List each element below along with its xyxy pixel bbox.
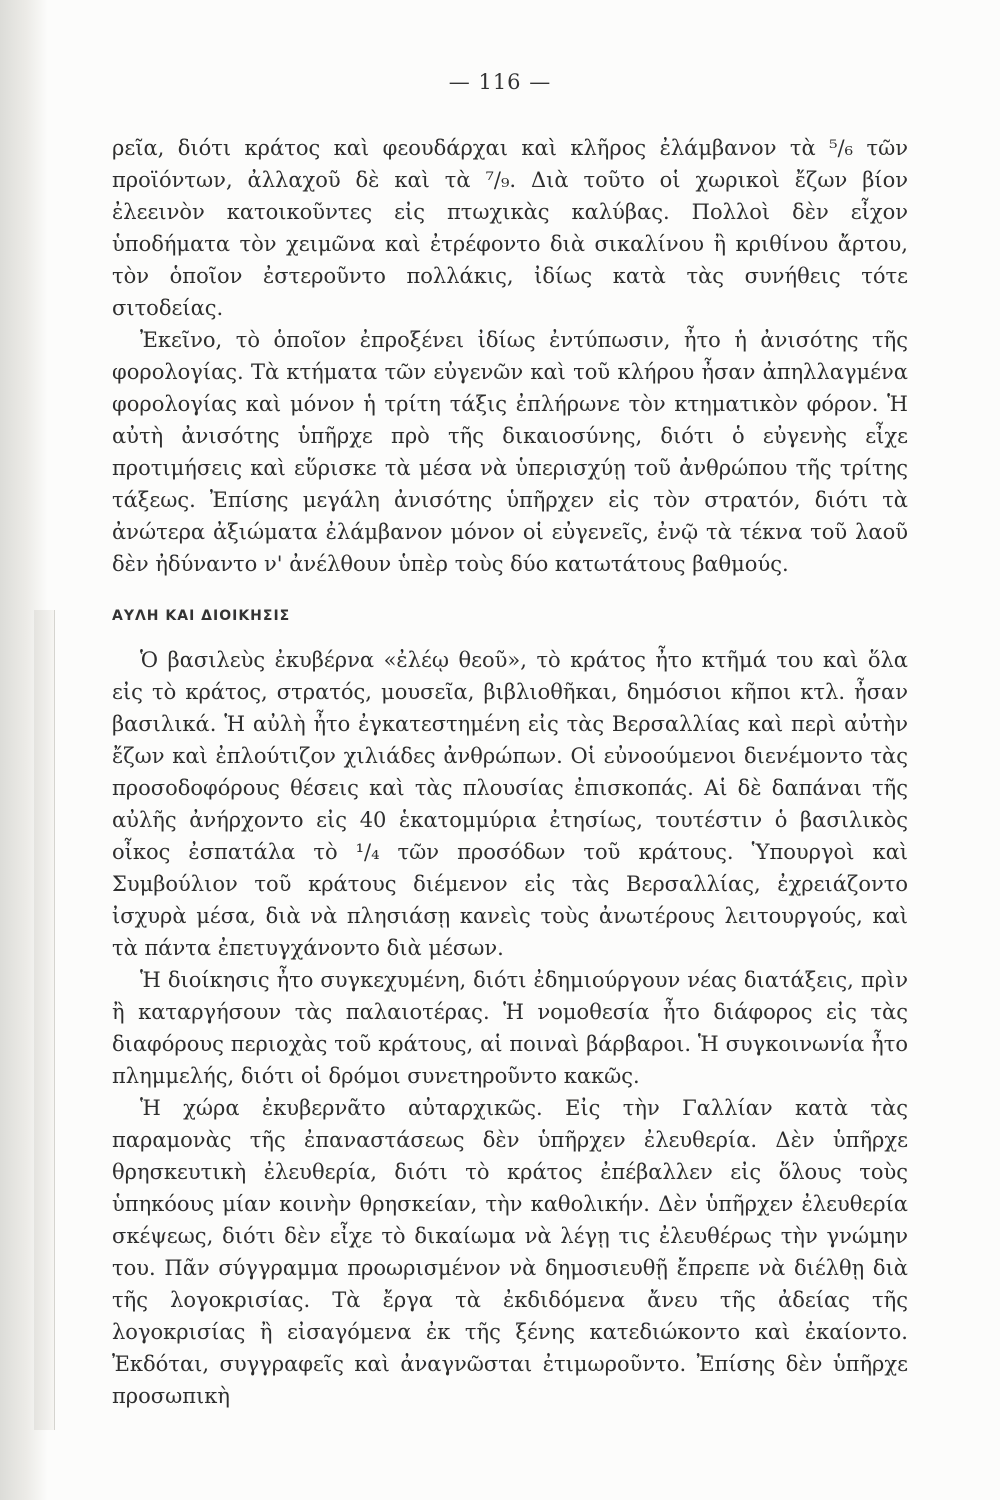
paragraph: ρεῖα, διότι κράτος καὶ φεουδάρχαι καὶ κλῆρος ἐλάμβανον τὰ ⁵/₆ τῶν προϊόντων, ἀλλαχοῦ δὲ καὶ τὰ ⁷/₉. Διὰ τοῦτο οἱ χωρικοὶ ἔζων βίον ἐλεεινὸν κατοικοῦντες εἰς πτωχικὰς καλύβας. Πολλοὶ δὲν εἶχον ὑποδήματα τὸν χειμῶνα καὶ ἐτρέφοντο διὰ σικαλίνου ἢ κριθίνου ἄρτου, τὸν ὁποῖον ἐστεροῦντο πολλάκις, ἰδίως κατὰ τὰς συνήθεις τότε σιτοδείας.	[112, 136, 908, 320]
torn-page-edge	[0, 0, 48, 1500]
paragraph: Ἐκεῖνο, τὸ ὁποῖον ἐπροξένει ἰδίως ἐντύπωσιν, ἦτο ἡ ἀνισότης τῆς φορολογίας. Τὰ κτήματα τῶν εὐγενῶν καὶ τοῦ κλήρου ἦσαν ἀπηλλαγμένα φορολογίας καὶ μόνον ἡ τρίτη τάξις ἐπλήρωνε τὸν κτηματικὸν φόρον. Ἡ αὐτὴ ἀνισότης ὑπῆρχε πρὸ τῆς δικαιοσύνης, διότι ὁ εὐγενὴς εἶχε προτιμήσεις καὶ εὕρισκε τὰ μέσα νὰ ὑπερισχύῃ τοῦ ἀνθρώπου τῆς τρίτης τάξεως. Ἐπίσης μεγάλη ἀνισότης ὑπῆρχεν εἰς τὸν στρατόν, διότι τὰ ἀνώτερα ἀξιώματα ἐλάμβανον μόνον οἱ εὐγενεῖς, ἐνῷ τὰ τέκνα τοῦ λαοῦ δὲν ἠδύναντο ν' ἀνέλθουν ὑπὲρ τοὺς δύο κατωτάτους βαθμούς.	[112, 328, 908, 576]
page-number: — 116 —	[448, 70, 552, 94]
body-text	[112, 132, 908, 1412]
section-heading: ΑΥΛΗ ΚΑΙ ΔΙΟΙΚΗΣΙΣ	[112, 608, 291, 624]
paragraph: Ἡ διοίκησις ἦτο συγκεχυμένη, διότι ἐδημιούργουν νέας διατάξεις, πρὶν ἢ καταργήσουν τὰς παλαιοτέρας. Ἡ νομοθεσία ἦτο διάφορος εἰς τὰς διαφόρους περιοχὰς τοῦ κράτους, αἱ ποιναὶ βάρβαροι. Ἡ συγκοινωνία ἦτο πλημμελής, διότι οἱ δρόμοι συνετηροῦντο κακῶς.	[112, 968, 908, 1088]
paragraph: Ὁ βασιλεὺς ἐκυβέρνα «ἐλέῳ θεοῦ», τὸ κράτος ἦτο κτῆμά του καὶ ὅλα εἰς τὸ κράτος, στρατός, μουσεῖα, βιβλιοθῆκαι, δημόσιοι κῆποι κτλ. ἦσαν βασιλικά. Ἡ αὐλὴ ἦτο ἐγκατεστημένη εἰς τὰς Βερσαλλίας καὶ περὶ αὐτὴν ἔζων καὶ ἐπλούτιζον χιλιάδες ἀνθρώπων. Οἱ εὐνοούμενοι διενέμοντο τὰς προσοδοφόρους θέσεις καὶ τὰς πλουσίας ἐπισκοπάς. Αἱ δὲ δαπάναι τῆς αὐλῆς ἀνήρχοντο εἰς 40 ἑκατομμύρια ἐτησίως, τουτέστιν ὁ βασιλικὸς οἶκος ἐσπατάλα τὸ ¹/₄ τῶν προσόδων τοῦ κράτους. Ὑπουργοὶ καὶ Συμβούλιον τοῦ κράτους διέμενον εἰς τὰς Βερσαλλίας, ἐχρειάζοντο ἰσχυρὰ μέσα, διὰ νὰ πλησιάσῃ κανεὶς τοὺς ἀνωτέρους λειτουργούς, καὶ τὰ πάντα ἐπετυγχάνοντο διὰ μέσων.	[112, 648, 908, 960]
paragraph: Ἡ χώρα ἐκυβερνᾶτο αὐταρχικῶς. Εἰς τὴν Γαλλίαν κατὰ τὰς παραμονὰς τῆς ἐπαναστάσεως δὲν ὑπῆρχεν ἐλευθερία. Δὲν ὑπῆρχε θρησκευτικὴ ἐλευθερία, διότι τὸ κράτος ἐπέβαλλεν εἰς ὅλους τοὺς ὑπηκόους μίαν κοινὴν θρησκείαν, τὴν καθολικήν. Δὲν ὑπῆρχεν ἐλευθερία σκέψεως, διότι δὲν εἶχε τὸ δικαίωμα νὰ λέγῃ τις ἐλευθέρως τὴν γνώμην του. Πᾶν σύγγραμμα προωρισμένον νὰ δημοσιευθῇ ἔπρεπε νὰ διέλθῃ διὰ τῆς λογοκρισίας. Τὰ ἔργα τὰ ἐκδιδόμενα ἄνευ τῆς ἀδείας τῆς λογοκρισίας ἢ εἰσαγόμενα ἐκ τῆς ξένης κατεδιώκοντο καὶ ἐκαίοντο. Ἐκδόται, συγγραφεῖς καὶ ἀναγνῶσται ἐτιμωροῦντο. Ἐπίσης δὲν ὑπῆρχε προσωπικὴ	[112, 1096, 908, 1408]
